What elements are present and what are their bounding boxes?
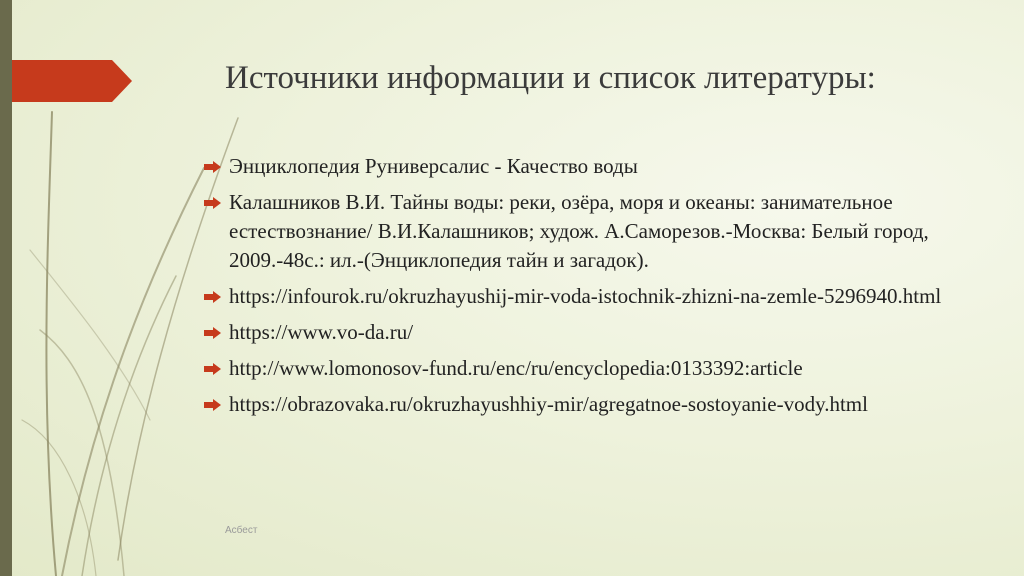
list-item-text: Энциклопедия Руниверсалис - Качество воды [229, 154, 638, 178]
right-arrow-icon [204, 291, 221, 303]
list-item [204, 354, 944, 383]
list-item-text: Калашников В.И. Тайны воды: реки, озёра, моря и океаны: занимательное естествознание/ В.И.Калашников; худож. А.Саморезов.-Москва: Белый город, 2009.-48с.: ил.-(Энциклопедия тайн и загадок). [229, 190, 929, 272]
list-item [204, 188, 944, 275]
list-item [204, 318, 944, 347]
slide-footer: Асбест [225, 525, 258, 536]
right-arrow-icon [204, 197, 221, 209]
sources-list [204, 152, 944, 426]
source-link[interactable]: https://obrazovaka.ru/okruzhayushhiy-mir/agregatnoe-sostoyanie-vody.html [229, 392, 868, 416]
source-link[interactable]: http://www.lomonosov-fund.ru/enc/ru/encyclopedia:0133392:article [229, 356, 803, 380]
source-link[interactable]: https://www.vo-da.ru/ [229, 320, 414, 344]
source-link[interactable]: https://infourok.ru/okruzhayushij-mir-voda-istochnik-zhizni-na-zemle-5296940.html [229, 284, 942, 308]
right-arrow-icon [204, 161, 221, 173]
list-item [204, 390, 944, 419]
slide-title: Источники информации и список литературы: [225, 60, 876, 96]
accent-arrow-shape [12, 60, 132, 102]
list-item [204, 282, 944, 311]
right-arrow-icon [204, 363, 221, 375]
list-item [204, 152, 944, 181]
right-arrow-icon [204, 327, 221, 339]
right-arrow-icon [204, 399, 221, 411]
